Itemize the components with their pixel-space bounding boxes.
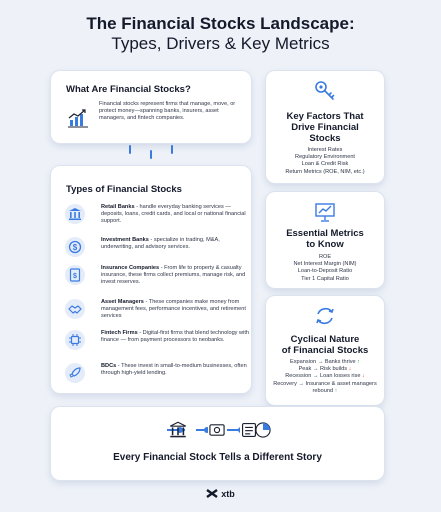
key-factors-title bbox=[266, 111, 384, 144]
brand-name: xtb bbox=[221, 489, 235, 499]
list-item: Tier 1 Capital Ratio bbox=[301, 275, 349, 282]
chip-icon bbox=[65, 330, 85, 350]
story-title: Every Financial Stock Tells a Different Story bbox=[113, 452, 322, 463]
xtb-logo-icon bbox=[206, 489, 218, 500]
essential-metrics-card bbox=[266, 192, 384, 288]
list-item bbox=[266, 366, 384, 373]
type-name: Asset Managers bbox=[101, 299, 144, 305]
list-item bbox=[266, 373, 384, 380]
cyclical-nature-list bbox=[266, 359, 384, 395]
arrow-down-icon: ↓ bbox=[348, 366, 352, 373]
title-line-2: Types, Drivers & Key Metrics bbox=[111, 34, 330, 53]
list-item: Return Metrics (ROE, NIM, etc.) bbox=[285, 168, 365, 175]
growth-chart-icon bbox=[67, 107, 89, 129]
presentation-chart-icon bbox=[313, 200, 337, 224]
type-desc: - From life to property & casualty insurance, these firms collect premiums, manage risk, and invest reserves. bbox=[101, 265, 246, 286]
key-factors-card bbox=[266, 71, 384, 183]
what-are-title: What Are Financial Stocks? bbox=[66, 84, 191, 95]
type-item-bdcs bbox=[65, 363, 247, 393]
dollar-coin-icon bbox=[65, 237, 85, 257]
essential-metrics-list bbox=[266, 254, 384, 283]
cycle-step-text: Recovery → Insurance & asset managers rebound bbox=[273, 380, 377, 394]
list-item bbox=[266, 381, 384, 395]
cyclical-nature-title bbox=[266, 334, 384, 356]
key-factors-title-line: Stocks bbox=[309, 133, 341, 144]
bank-icon bbox=[169, 421, 187, 439]
dollar-coin-icon bbox=[208, 421, 226, 439]
arrow-up-icon: ↑ bbox=[334, 387, 338, 394]
title-line-1: The Financial Stocks Landscape: bbox=[86, 14, 355, 33]
connector-line bbox=[171, 145, 173, 154]
type-desc: - These invest in small-to-medium businesses, often through high-yield lending. bbox=[101, 363, 247, 377]
type-name: Investment Banks bbox=[101, 237, 149, 243]
cycle-step-text: Expansion → Banks thrive bbox=[290, 359, 356, 365]
cyclical-nature-title-line: of Financial Stocks bbox=[281, 345, 369, 356]
essential-metrics-title-line: to Know bbox=[306, 239, 344, 250]
document-dollar-icon bbox=[65, 265, 85, 285]
type-name: Retail Banks bbox=[101, 204, 135, 210]
arrow-down-icon: ↓ bbox=[362, 373, 365, 380]
story-card bbox=[51, 407, 384, 480]
cyclical-nature-title-line: Cyclical Nature bbox=[290, 334, 360, 345]
type-name: Fintech Firms bbox=[101, 330, 138, 336]
cycle-step-text: Peak → Risk builds bbox=[298, 366, 348, 373]
brand-logo bbox=[0, 489, 441, 500]
list-item: Interest Rates bbox=[307, 147, 343, 153]
pie-chart-icon bbox=[254, 421, 272, 439]
svg-text:$: $ bbox=[73, 273, 77, 280]
type-desc: - handle everyday banking services — deposits, loans, credit cards, and local or national financial support. bbox=[101, 204, 246, 225]
types-card bbox=[51, 166, 251, 393]
key-factors-list bbox=[266, 147, 384, 176]
bank-icon bbox=[65, 204, 85, 224]
handshake-icon bbox=[65, 299, 85, 319]
type-name: Insurance Companies bbox=[101, 265, 160, 271]
list-item bbox=[266, 359, 384, 366]
svg-text:$: $ bbox=[72, 243, 78, 252]
type-desc: - specialize in trading, M&A, underwriting, and advisory services. bbox=[101, 237, 220, 251]
list-item: Net Interest Margin (NIM) bbox=[293, 261, 357, 268]
cycle-arrows-icon bbox=[313, 304, 337, 328]
arrow-up-icon: ↑ bbox=[357, 359, 360, 365]
what-are-body: Financial stocks represent firms that manage, move, or protect money—spanning banks, insurers, asset managers, and fintech companies. bbox=[99, 101, 236, 122]
type-item-investment-banks bbox=[65, 237, 247, 267]
type-item-fintech-firms bbox=[65, 330, 247, 360]
list-item: Regulatory Environment bbox=[294, 154, 355, 161]
list-item: Loan & Credit Risk bbox=[301, 161, 349, 168]
list-item: ROE bbox=[318, 254, 332, 260]
type-item-retail-banks bbox=[65, 204, 247, 234]
type-item-asset-managers bbox=[65, 299, 247, 329]
key-icon bbox=[313, 79, 337, 103]
type-item-insurance-companies bbox=[65, 265, 247, 295]
key-factors-title-line: Drive Financial bbox=[291, 122, 359, 133]
essential-metrics-title bbox=[266, 228, 384, 250]
types-title: Types of Financial Stocks bbox=[66, 184, 182, 195]
essential-metrics-title-line: Essential Metrics bbox=[286, 228, 364, 239]
key-factors-title-line: Key Factors That bbox=[286, 111, 364, 122]
what-are-card bbox=[51, 71, 251, 143]
type-desc: - These companies make money from management fees, performance incentives, and retirement services bbox=[101, 299, 246, 320]
connector-line bbox=[129, 145, 131, 154]
page-title bbox=[0, 14, 441, 54]
rocket-icon bbox=[65, 363, 85, 383]
list-item: Loan-to-Deposit Ratio bbox=[297, 268, 353, 275]
type-name: BDCs bbox=[101, 363, 117, 369]
connector-line bbox=[150, 150, 152, 159]
type-desc: - Digital-first firms that blend technology with finance — from payment processors to neobanks. bbox=[101, 330, 249, 344]
cyclical-nature-card bbox=[266, 296, 384, 405]
cycle-step-text: Recession → Loan losses rise bbox=[285, 373, 361, 380]
